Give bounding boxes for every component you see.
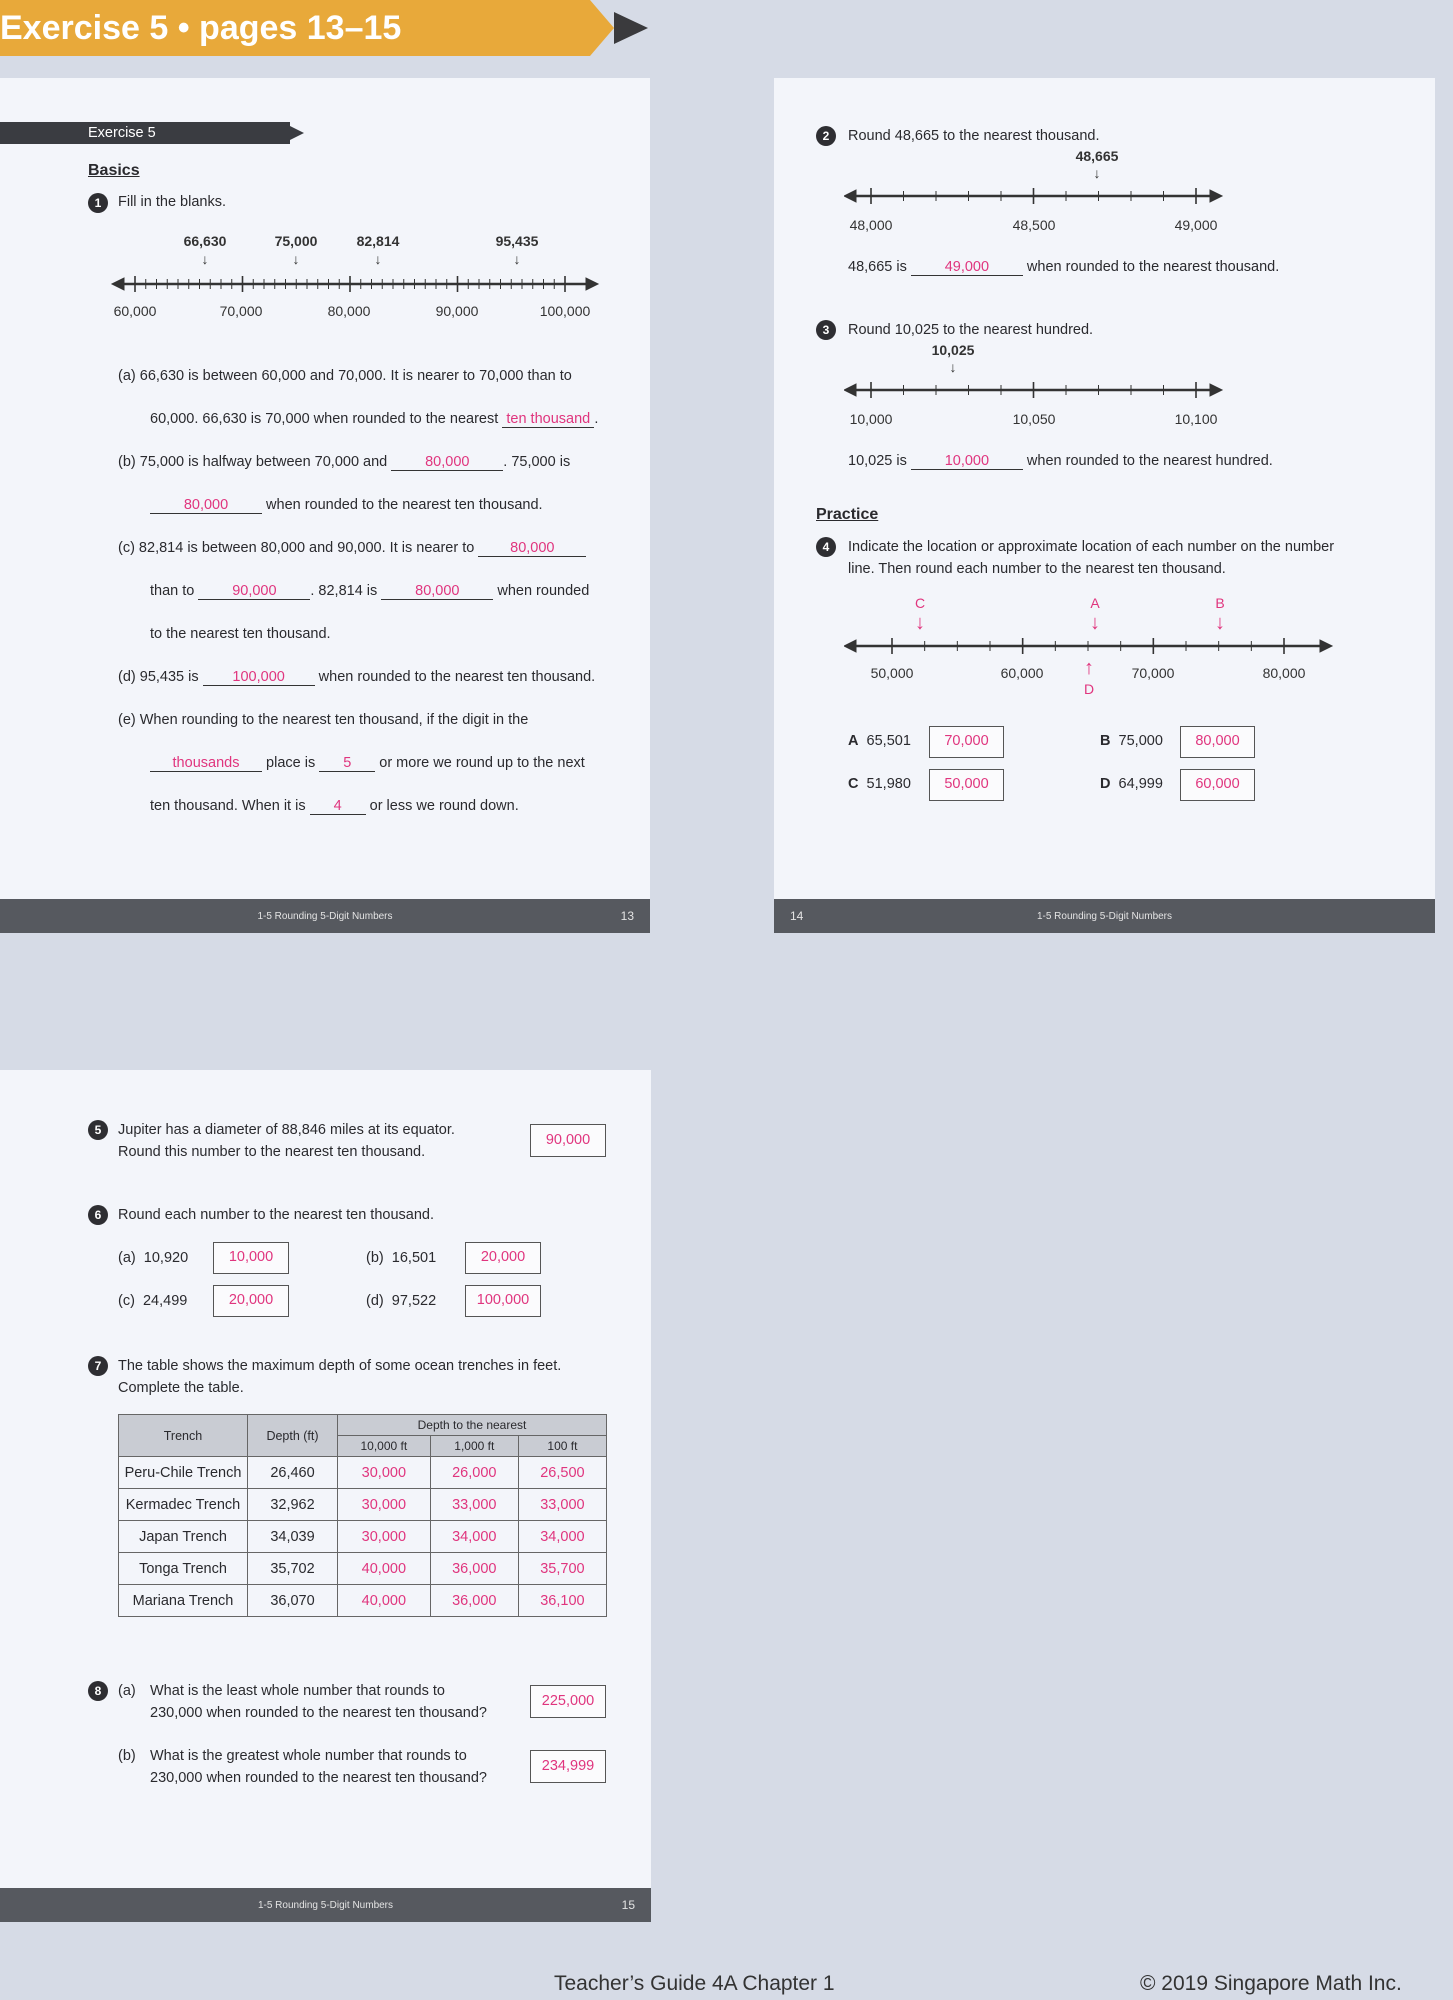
q2-answer: 49,000: [911, 259, 1023, 276]
trench-name-cell: Peru-Chile Trench: [119, 1457, 248, 1489]
arrow-down-icon: ↓: [292, 251, 300, 267]
q8a-line2: 230,000 when rounded to the nearest ten thousand?: [150, 1705, 487, 1721]
q1-number-line: [110, 228, 610, 328]
banner-title: Exercise 5 • pages 13–15: [0, 9, 402, 47]
page-number: 15: [621, 1898, 635, 1912]
q1-tick-label: 70,000: [219, 303, 263, 319]
table-row: [119, 1457, 607, 1489]
header-nearest: Depth to the nearest: [338, 1415, 607, 1436]
arrow-down-icon: ↓: [1093, 165, 1101, 181]
table-row: [119, 1489, 607, 1521]
q1-tick-label: 90,000: [435, 303, 479, 319]
q5-answer-box: 90,000: [530, 1124, 606, 1157]
q1-tick-label: 60,000: [113, 303, 157, 319]
arrow-down-icon: ↓: [1215, 612, 1225, 634]
q3-mark-label: 10,025: [931, 342, 975, 358]
q6-answer-box-d: 100,000: [465, 1285, 541, 1317]
q1-mark-label: 95,435: [495, 233, 539, 249]
trench-name-cell: Mariana Trench: [119, 1585, 248, 1617]
q6-answer-box-c: 20,000: [213, 1285, 289, 1317]
rounded-100-cell: 36,100: [518, 1585, 606, 1617]
question-number-8: 8: [88, 1681, 108, 1701]
q4-answer-box-a: 70,000: [929, 726, 1004, 758]
trench-name-cell: Kermadec Trench: [119, 1489, 248, 1521]
q3-tick-label: 10,050: [1012, 411, 1056, 427]
q4-tick-label: 70,000: [1131, 665, 1175, 681]
question-number-6: 6: [88, 1205, 108, 1225]
page-13: [0, 78, 650, 933]
question-number-5: 5: [88, 1120, 108, 1140]
q6-item-a: (a) 10,920: [118, 1250, 189, 1266]
rounded-100-cell: 26,500: [518, 1457, 606, 1489]
q4-item-d: D 64,999: [1100, 776, 1163, 792]
q3-prompt: Round 10,025 to the nearest hundred.: [848, 322, 1094, 338]
q6-item-b: (b) 16,501: [366, 1250, 437, 1266]
trench-name-cell: Japan Trench: [119, 1521, 248, 1553]
header-depth: Depth (ft): [248, 1415, 338, 1457]
q3-answer: 10,000: [911, 453, 1023, 470]
q2-tick-label: 49,000: [1174, 217, 1218, 233]
table-row: [119, 1521, 607, 1553]
q2-prompt: Round 48,665 to the nearest thousand.: [848, 128, 1100, 144]
table-row: [119, 1553, 607, 1585]
question-number-1: 1: [88, 193, 108, 213]
depth-cell: 32,962: [248, 1489, 338, 1521]
q1c-answer-2: 90,000: [198, 583, 310, 600]
q2-number-line: [844, 148, 1224, 238]
q7-line1: The table shows the maximum depth of some ocean trenches in feet.: [118, 1358, 562, 1374]
q4-tick-label: 60,000: [1000, 665, 1044, 681]
rounded-10000-cell: 30,000: [338, 1457, 431, 1489]
q1-prompt: Fill in the blanks.: [118, 194, 226, 210]
q1c-line2: than to 90,000 . 82,814 is 80,000 when rounded: [150, 583, 590, 599]
section-heading-basics: Basics: [88, 162, 140, 179]
q1e-answer-1: thousands: [150, 755, 262, 772]
q1e-answer-2: 5: [319, 755, 375, 772]
q2-tick-label: 48,000: [849, 217, 893, 233]
arrow-down-icon: ↓: [513, 251, 521, 267]
q1d-answer: 100,000: [203, 669, 315, 686]
rounded-100-cell: 34,000: [518, 1521, 606, 1553]
q1b-answer-1: 80,000: [391, 454, 503, 471]
rounded-1000-cell: 26,000: [430, 1457, 518, 1489]
page-15-footer: [0, 1888, 651, 1922]
q4-mark-label: C: [914, 596, 926, 611]
q1b-line1: (b) 75,000 is halfway between 70,000 and 80,000 . 75,000 is: [118, 454, 571, 470]
trench-table: [118, 1414, 607, 1617]
rounded-100-cell: 33,000: [518, 1489, 606, 1521]
q1a-line2: 60,000. 66,630 is 70,000 when rounded to the nearest ten thousand .: [150, 411, 599, 427]
banner-pencil-tip: [590, 0, 614, 56]
q3-number-line: [844, 342, 1224, 432]
page-14-footer: [774, 899, 1435, 933]
section-heading-practice: Practice: [816, 506, 879, 523]
q6-prompt: Round each number to the nearest ten thousand.: [118, 1207, 434, 1223]
footer-title: 1-5 Rounding 5-Digit Numbers: [257, 911, 393, 922]
q6-answer-box-b: 20,000: [465, 1242, 541, 1274]
arrow-down-icon: ↓: [201, 251, 209, 267]
q2-tick-label: 48,500: [1012, 217, 1056, 233]
depth-cell: 26,460: [248, 1457, 338, 1489]
header-col-10000: 10,000 ft: [338, 1436, 431, 1457]
q4-number-line: [844, 596, 1334, 706]
q3-tick-label: 10,000: [849, 411, 893, 427]
rounded-10000-cell: 30,000: [338, 1521, 431, 1553]
q2-mark-label: 48,665: [1075, 148, 1119, 164]
q1e-line3: ten thousand. When it is 4 or less we round down.: [150, 798, 519, 814]
arrow-down-icon: ↓: [1090, 612, 1100, 634]
exercise-banner: [0, 0, 590, 56]
table-row: [119, 1585, 607, 1617]
footer-title: 1-5 Rounding 5-Digit Numbers: [257, 1900, 394, 1911]
q1-mark-label: 66,630: [183, 233, 227, 249]
q8b-label: (b): [118, 1748, 136, 1764]
q1b-answer-2: 80,000: [150, 497, 262, 514]
q6-answer-box-a: 10,000: [213, 1242, 289, 1274]
rounded-10000-cell: 40,000: [338, 1585, 431, 1617]
q1b-line2: 80,000 when rounded to the nearest ten thousand.: [150, 497, 543, 514]
depth-cell: 36,070: [248, 1585, 338, 1617]
header-trench: Trench: [119, 1415, 248, 1457]
q4-mark-label: A: [1090, 596, 1100, 611]
q1e-answer-3: 4: [310, 798, 366, 815]
q4-prompt-line1: Indicate the location or approximate location of each number on the number: [848, 539, 1335, 555]
depth-cell: 35,702: [248, 1553, 338, 1585]
q4-mark-label: D: [1083, 681, 1095, 697]
q6-item-c: (c) 24,499: [118, 1293, 188, 1309]
exercise-tag-arrow-icon: [290, 126, 304, 140]
q4-item-b: B 75,000: [1100, 733, 1163, 749]
rounded-100-cell: 35,700: [518, 1553, 606, 1585]
rounded-1000-cell: 33,000: [430, 1489, 518, 1521]
arrow-up-icon: ↑: [1084, 657, 1094, 679]
q1-tick-label: 80,000: [327, 303, 371, 319]
q1-mark-label: 82,814: [356, 233, 400, 249]
q4-tick-label: 50,000: [870, 665, 914, 681]
q8b-line1: What is the greatest whole number that rounds to: [150, 1748, 467, 1764]
arrow-down-icon: ↓: [374, 251, 382, 267]
trench-name-cell: Tonga Trench: [119, 1553, 248, 1585]
q1-mark-label: 75,000: [274, 233, 318, 249]
q8b-answer-box: 234,999: [530, 1750, 606, 1783]
q4-item-c: C 51,980: [848, 776, 911, 792]
q1c-line1: (c) 82,814 is between 80,000 and 90,000. It is nearer to 80,000: [118, 540, 586, 557]
copyright: © 2019 Singapore Math Inc.: [1140, 1972, 1402, 1995]
q8b-line2: 230,000 when rounded to the nearest ten thousand?: [150, 1770, 487, 1786]
page-number: 14: [790, 909, 804, 923]
banner-arrow-icon: [614, 12, 648, 44]
q8a-label: (a): [118, 1683, 136, 1699]
q8a-answer-box: 225,000: [530, 1685, 606, 1718]
question-number-2: 2: [816, 126, 836, 146]
q1c-answer-1: 80,000: [478, 540, 586, 557]
q1d-line: (d) 95,435 is 100,000 when rounded to the nearest ten thousand.: [118, 669, 596, 685]
q1a-answer: ten thousand: [502, 411, 594, 428]
q1e-line1: (e) When rounding to the nearest ten thousand, if the digit in the: [118, 712, 529, 728]
arrow-down-icon: ↓: [915, 612, 925, 634]
page-13-footer: [0, 899, 650, 933]
q1c-line3: to the nearest ten thousand.: [150, 626, 331, 642]
q2-answer-line: 48,665 is 49,000 when rounded to the nearest thousand.: [848, 259, 1280, 275]
exercise-tag: Exercise 5: [0, 122, 290, 144]
page-15: [0, 1070, 651, 1922]
q4-answer-box-c: 50,000: [929, 769, 1004, 801]
q4-tick-label: 80,000: [1262, 665, 1306, 681]
guide-title: Teacher’s Guide 4A Chapter 1: [554, 1972, 835, 1995]
q4-answer-box-b: 80,000: [1180, 726, 1255, 758]
q1c-answer-3: 80,000: [381, 583, 493, 600]
q6-item-d: (d) 97,522: [366, 1293, 437, 1309]
q4-item-a: A 65,501: [848, 733, 911, 749]
footer-title: 1-5 Rounding 5-Digit Numbers: [1036, 911, 1173, 922]
q1e-line2: thousands place is 5 or more we round up to the next: [150, 755, 585, 772]
q1a-line1: (a) 66,630 is between 60,000 and 70,000. It is nearer to 70,000 than to: [118, 368, 572, 384]
q1-tick-label: 100,000: [539, 303, 591, 319]
rounded-10000-cell: 40,000: [338, 1553, 431, 1585]
rounded-1000-cell: 36,000: [430, 1553, 518, 1585]
q3-answer-line: 10,025 is 10,000 when rounded to the nearest hundred.: [848, 453, 1273, 469]
q4-prompt-line2: line. Then round each number to the nearest ten thousand.: [848, 561, 1226, 577]
rounded-10000-cell: 30,000: [338, 1489, 431, 1521]
q8a-line1: What is the least whole number that rounds to: [150, 1683, 445, 1699]
question-number-3: 3: [816, 320, 836, 340]
rounded-1000-cell: 34,000: [430, 1521, 518, 1553]
header-col-100: 100 ft: [518, 1436, 606, 1457]
q4-mark-label: B: [1215, 596, 1225, 611]
page-number: 13: [620, 909, 634, 923]
question-number-4: 4: [816, 537, 836, 557]
arrow-down-icon: ↓: [949, 359, 957, 375]
question-number-7: 7: [88, 1356, 108, 1376]
q7-line2: Complete the table.: [118, 1380, 244, 1396]
q5-line2: Round this number to the nearest ten thousand.: [118, 1144, 426, 1160]
q3-tick-label: 10,100: [1174, 411, 1218, 427]
header-col-1000: 1,000 ft: [430, 1436, 518, 1457]
q5-line1: Jupiter has a diameter of 88,846 miles at its equator.: [118, 1122, 455, 1138]
rounded-1000-cell: 36,000: [430, 1585, 518, 1617]
page-14: [774, 78, 1435, 933]
depth-cell: 34,039: [248, 1521, 338, 1553]
q4-answer-box-d: 60,000: [1180, 769, 1255, 801]
